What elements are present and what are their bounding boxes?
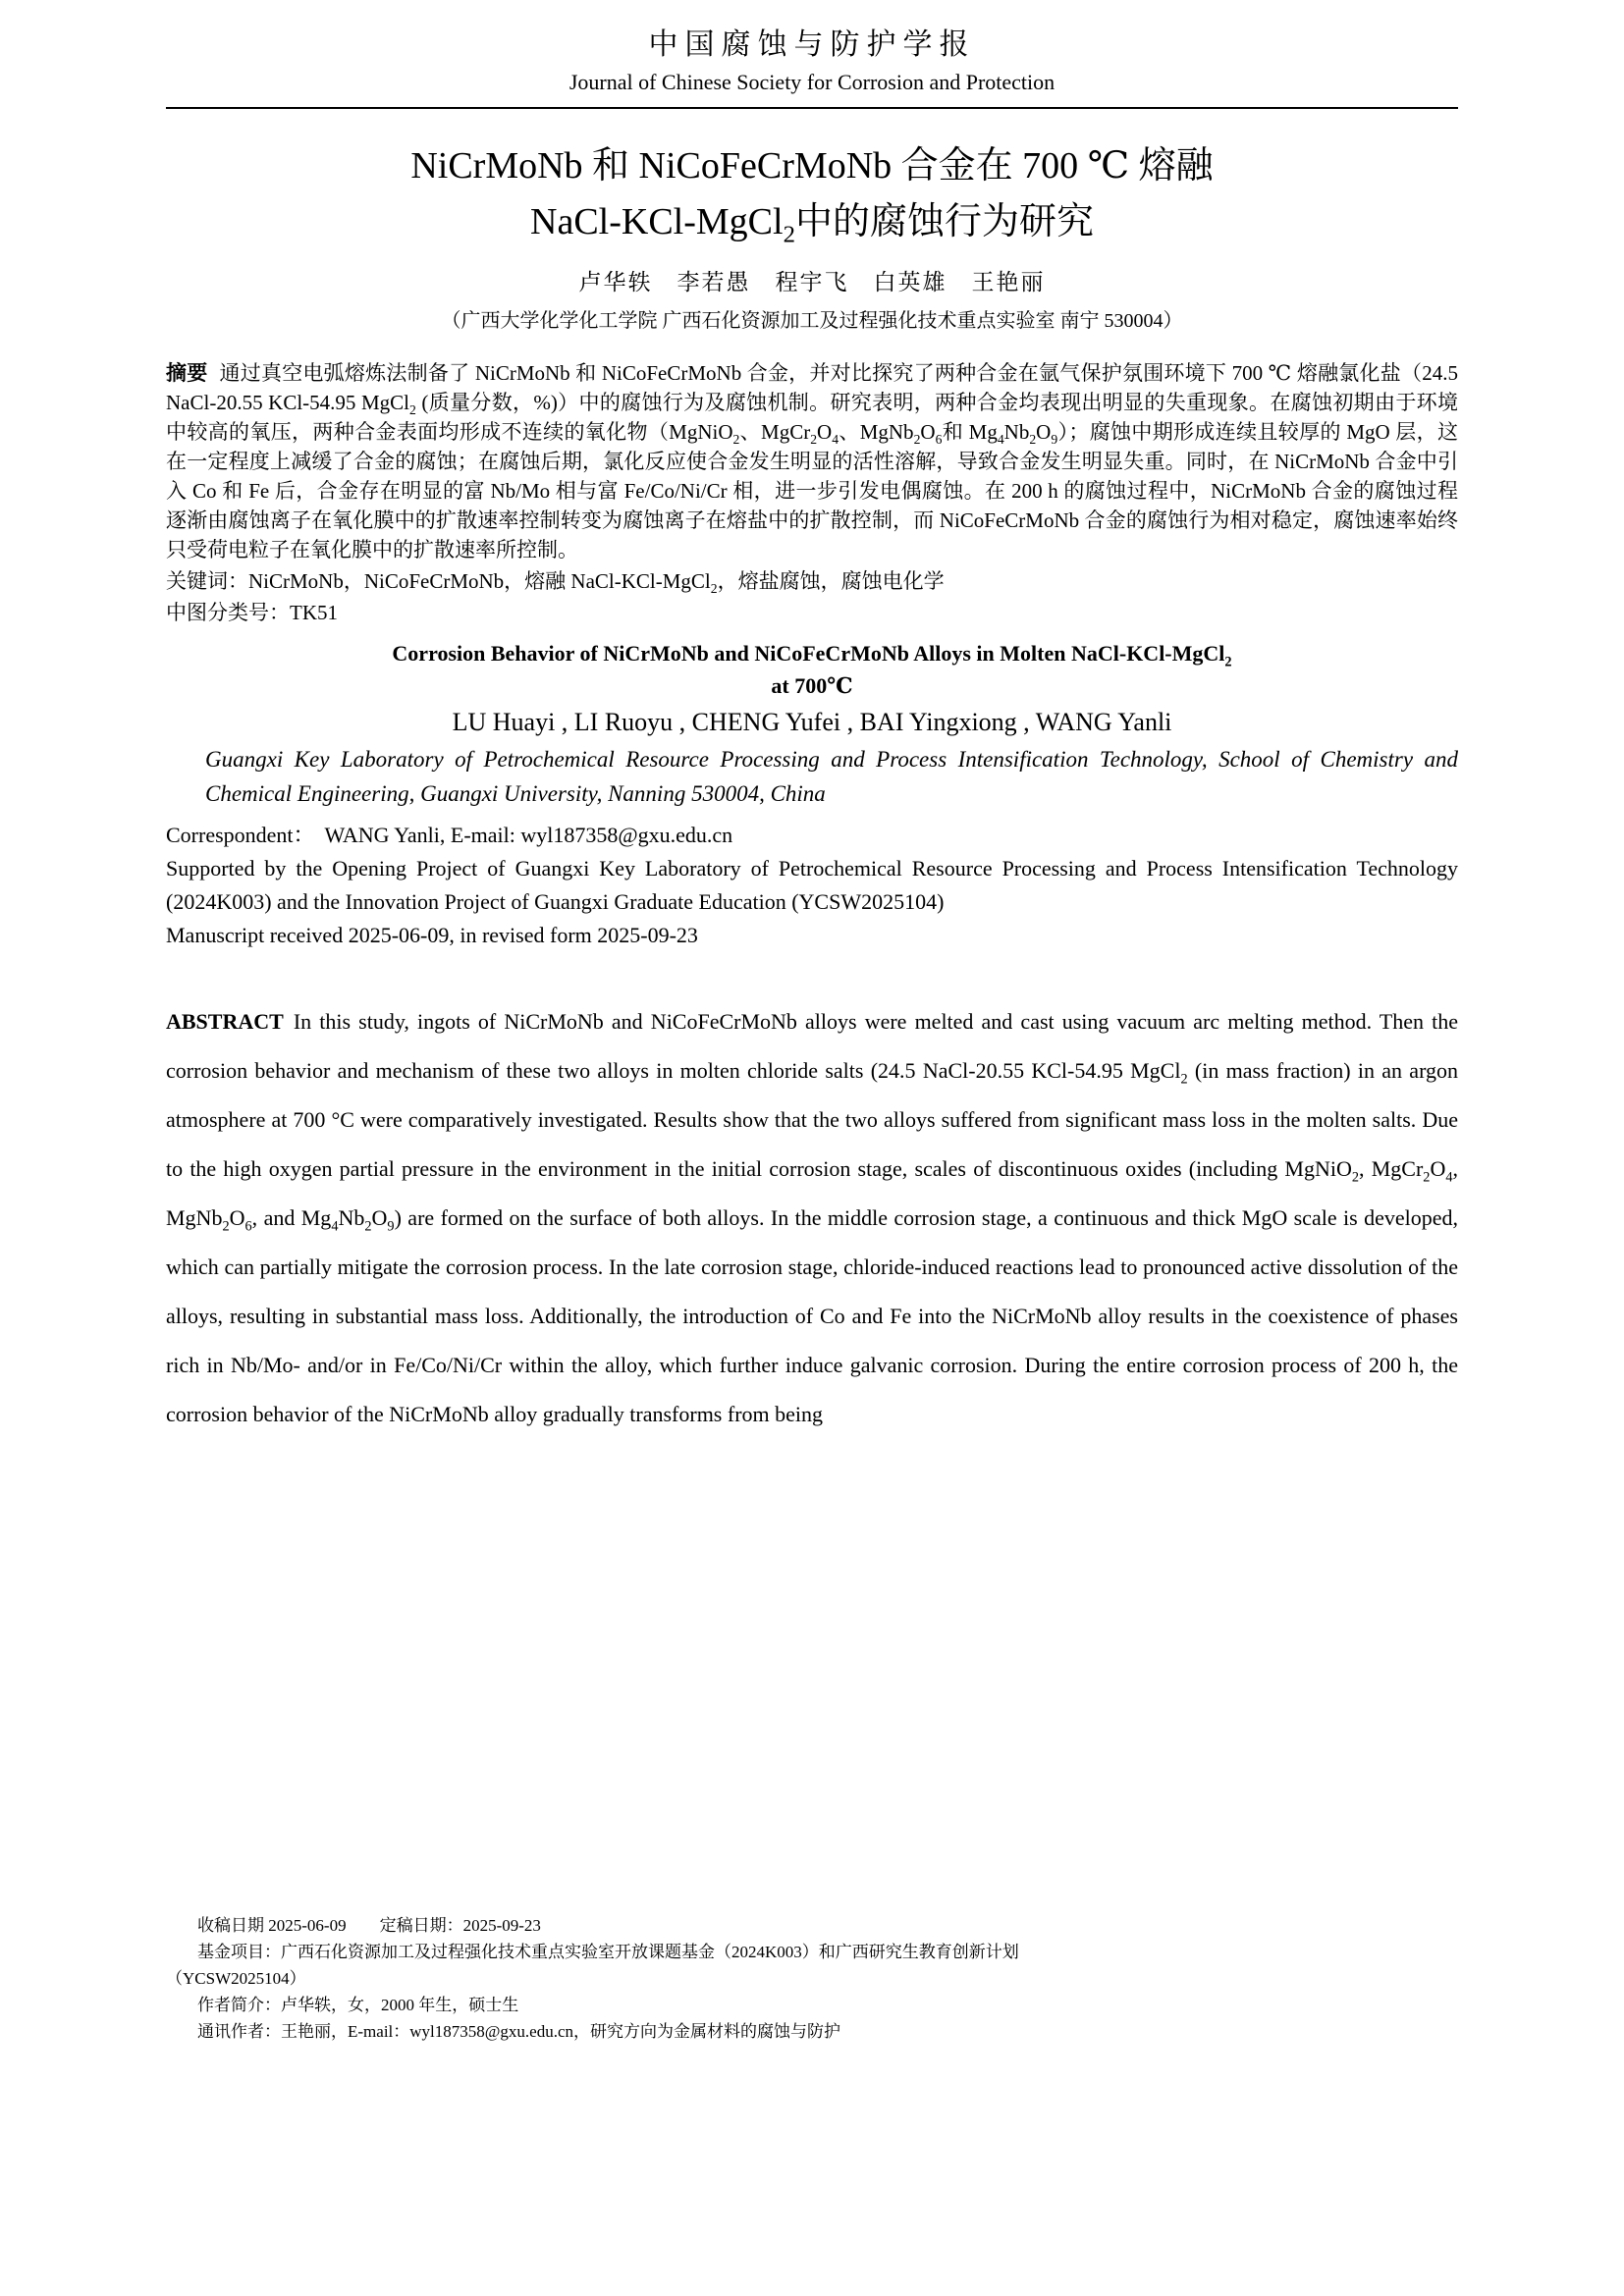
article-title-en	[166, 637, 1458, 702]
clc-value: TK51	[290, 601, 338, 625]
abstract-zh-text: 通过真空电弧熔炼法制备了 NiCrMoNb 和 NiCoFeCrMoNb 合金，并对比探究了两种合金在氩气保护氛围环境下 700 ℃ 熔融氯化盐（24.5 NaCl-20.55 KCl-54.95 MgCl$_2$ (质量分数，%)）中的腐蚀行为及腐蚀机制。研究表明，两种合金均表现出明显的失重现象。在腐蚀初期由于环境中较高的氧压，两种合金表面均形成不连续的氧化物（MgNiO$_2$、$MgCr_2O_4$、$MgNb_2O_6$和 $Mg_4Nb_2O_9$）；腐蚀中期形成连续且较厚的 MgO 层，这在一定程度上减缓了合金的腐蚀；在腐蚀后期，氯化反应使合金发生明显的活性溶解，导致合金发生明显失重。同时，在 NiCrMoNb 合金中引入 Co 和 Fe 后，合金存在明显的富 Nb/Mo 相与富 Fe/Co/Ni/Cr 相，进一步引发电偶腐蚀。在 200 h 的腐蚀过程中，NiCrMoNb 合金的腐蚀过程逐渐由腐蚀离子在氧化膜中的扩散速率控制转变为腐蚀离子在熔盐中的扩散控制，而 NiCoFeCrMoNb 合金的腐蚀行为相对稳定，腐蚀速率始终只受荷电粒子在氧化膜中的扩散速率所控制。	[166, 361, 1459, 562]
authors-zh: 卢华轶 李若愚 程宇飞 白英雄 王艳丽	[578, 270, 1046, 295]
article-title-en-line2: at 700℃	[771, 673, 853, 699]
abstract-en	[166, 997, 1458, 1439]
abstract-en-label: ABSTRACT	[166, 1009, 284, 1035]
footnote-corresponding-author: 通讯作者：王艳丽，E-mail：wyl187358@gxu.edu.cn，研究方向为金属材料的腐蚀与防护	[197, 2022, 841, 2041]
keywords-text: NiCrMoNb，NiCoFeCrMoNb，熔融 NaCl-KCl-MgCl$_2$，熔盐腐蚀，腐蚀电化学	[248, 569, 945, 597]
affiliation-en: Guangxi Key Laboratory of Petrochemical Resource Processing and Process Intensification Technology, School of Chemistry and Chemical Engineering, Guangxi University, Nanning 530004, China	[205, 747, 1458, 806]
abstract-zh-label: 摘要	[166, 361, 208, 386]
affiliation-zh: （广西大学化学化工学院 广西石化资源加工及过程强化技术重点实验室 南宁 530004）	[441, 310, 1183, 333]
correspondent-text: WANG Yanli, E-mail: wyl187358@gxu.edu.cn	[324, 823, 733, 848]
supported-by: Supported by the Opening Project of Guangxi Key Laboratory of Petrochemical Resource Processing and Process Intensification Technology (2024K003) and the Innovation Project of Guangxi Graduate Education (YCSW2025104)	[166, 856, 1458, 915]
journal-name-en: Journal of Chinese Society for Corrosion and Protection	[568, 69, 1056, 94]
authors-en: LU Huayi , LI Ruoyu , CHENG Yufei , BAI Yingxiong , WANG Yanli	[452, 708, 1172, 737]
journal-name-zh: 中国腐蚀与防护学报	[648, 28, 976, 61]
clc-label: 中图分类号：	[166, 601, 290, 625]
footnote-block	[166, 1912, 1458, 2045]
article-title-zh-line1: NiCrMoNb 和 NiCoFeCrMoNb 合金在 700 ℃ 熔融	[410, 145, 1214, 187]
keywords-label: 关键词：	[166, 569, 248, 594]
footnote-fund-project: 基金项目：广西石化资源加工及过程强化技术重点实验室开放课题基金（2024K003）和广西研究生教育创新计划	[197, 1943, 1019, 1961]
header-divider	[166, 107, 1458, 109]
manuscript-received: Manuscript received 2025-06-09, in revised form 2025-09-23	[166, 923, 698, 948]
correspondent-line	[166, 819, 1458, 852]
footnote-fund-project-wrap: （YCSW2025104）	[166, 1969, 306, 1988]
footnote-received-dates: 收稿日期 2025-06-09 定稿日期：2025-09-23	[197, 1916, 541, 1935]
abstract-en-text: In this study, ingots of NiCrMoNb and NiCoFeCrMoNb alloys were melted and cast using vacuum arc melting method. Then the corrosion behavior and mechanism of these two alloys in molten chloride salts (24.5 NaCl-20.55 KCl-54.95 MgCl$_2$ (in mass fraction) in an argon atmosphere at 700 °C were comparatively investigated. Results show that the two alloys suffered from significant mass loss in the molten salts. Due to the high oxygen partial pressure in the environment in the initial corrosion stage, scales of discontinuous oxides (including MgNiO$_2$, $MgCr_2O_4$, $MgNb_2O_6$, and $Mg_4Nb_2O_9$) are formed on the surface of both alloys. In the middle corrosion stage, a continuous and thick MgO scale is developed, which can partially mitigate the corrosion process. In the late corrosion stage, chloride-induced reactions lead to pronounced active dissolution of the alloys, resulting in substantial mass loss. Additionally, the introduction of Co and Fe into the NiCrMoNb alloy results in the coexistence of phases rich in Nb/Mo- and/or in Fe/Co/Ni/Cr within the alloy, which further induce galvanic corrosion. During the entire corrosion process of 200 h, the corrosion behavior of the NiCrMoNb alloy gradually transforms from being	[166, 1009, 1459, 1427]
footnote-author-bio: 作者简介：卢华轶，女，2000 年生，硕士生	[197, 1996, 519, 2014]
keywords-line	[166, 566, 1458, 596]
article-title-en-line1: Corrosion Behavior of NiCrMoNb and NiCoFeCrMoNb Alloys in Molten NaCl-KCl-MgCl$_2$	[392, 641, 1232, 670]
correspondent-label: Correspondent：	[166, 823, 315, 848]
abstract-zh	[166, 358, 1458, 564]
article-title-zh	[166, 138, 1458, 250]
journal-header	[166, 26, 1458, 97]
article-title-zh-line2: NaCl-KCl-MgCl$_2$中的腐蚀行为研究	[530, 201, 1094, 248]
clc-line	[166, 598, 1458, 627]
